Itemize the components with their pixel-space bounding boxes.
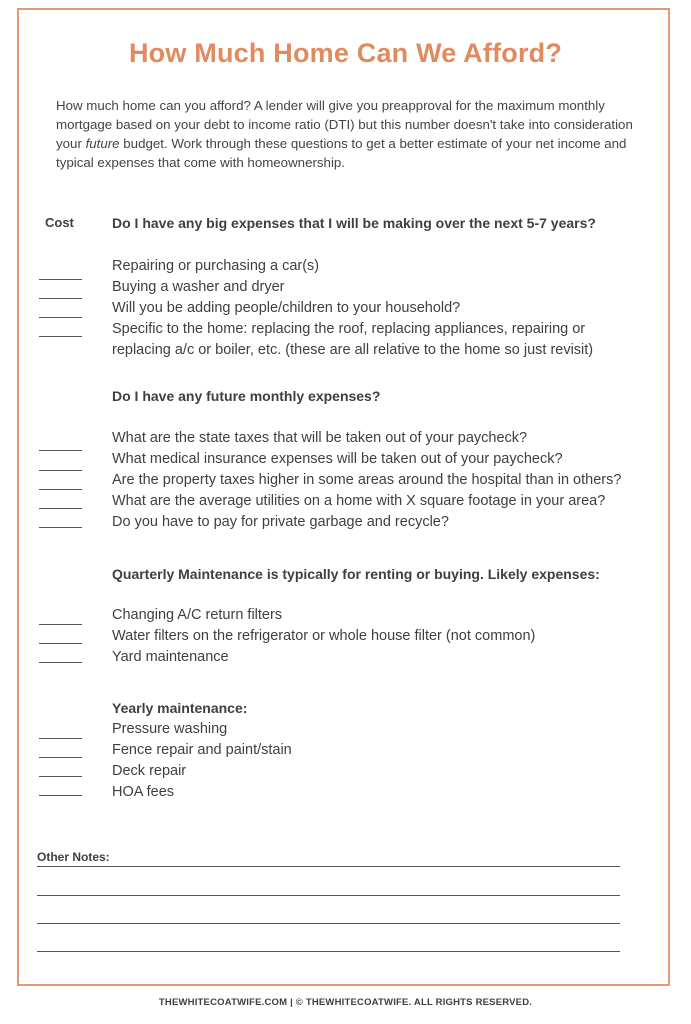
checklist-item: HOA fees [112, 784, 175, 800]
checklist-item: What medical insurance expenses will be taken out of your paycheck? [112, 451, 563, 467]
cost-blank[interactable] [39, 489, 82, 490]
cost-blank[interactable] [39, 279, 82, 280]
cost-blank[interactable] [39, 776, 82, 777]
page-title: How Much Home Can We Afford? [128, 38, 563, 68]
other-notes-label: Other Notes: [37, 850, 110, 864]
checklist-item: Do you have to pay for private garbage and recycle? [112, 514, 449, 530]
intro-italic: future [85, 136, 120, 151]
checklist-item: Fence repair and paint/stain [112, 742, 292, 758]
checklist-item: Pressure washing [112, 721, 228, 737]
checklist-item: Repairing or purchasing a car(s) [112, 258, 320, 274]
checklist-item: Are the property taxes higher in some areas around the hospital than in others? [112, 472, 622, 488]
cost-blank[interactable] [39, 527, 82, 528]
checklist-item: What are the state taxes that will be taken out of your paycheck? [112, 430, 528, 446]
checklist-item: Specific to the home: replacing the roof, replacing appliances, repairing or [112, 321, 586, 337]
section-heading-quarterly-maintenance: Quarterly Maintenance is typically for renting or buying. Likely expenses: [112, 566, 600, 582]
notes-line[interactable] [37, 895, 620, 896]
checklist-item: Yard maintenance [112, 649, 229, 665]
footer-copyright: THEWHITECOATWIFE.COM | © THEWHITECOATWIFE. ALL RIGHTS RESERVED. [158, 997, 533, 1008]
section-heading-monthly-expenses: Do I have any future monthly expenses? [112, 388, 381, 404]
notes-line[interactable] [37, 923, 620, 924]
notes-line[interactable] [37, 951, 620, 952]
checklist-item: Buying a washer and dryer [112, 279, 285, 295]
cost-blank[interactable] [39, 795, 82, 796]
cost-blank[interactable] [39, 298, 82, 299]
cost-blank[interactable] [39, 643, 82, 644]
cost-blank[interactable] [39, 662, 82, 663]
cost-blank[interactable] [39, 336, 82, 337]
checklist-item: Deck repair [112, 763, 187, 779]
intro-text-2: budget. Work through these questions to get a better estimate of your net income and typical expenses that come with homeownership. [56, 136, 627, 170]
section-heading-big-expenses: Do I have any big expenses that I will be making over the next 5-7 years? [112, 215, 596, 231]
cost-blank[interactable] [39, 317, 82, 318]
intro-paragraph [56, 96, 646, 172]
notes-line[interactable] [37, 866, 620, 867]
section-heading-yearly-maintenance: Yearly maintenance: [112, 700, 248, 716]
checklist-item: Will you be adding people/children to your household? [112, 300, 461, 316]
checklist-item: Changing A/C return filters [112, 607, 283, 623]
checklist-item: Water filters on the refrigerator or whole house filter (not common) [112, 628, 536, 644]
cost-blank[interactable] [39, 470, 82, 471]
cost-blank[interactable] [39, 508, 82, 509]
cost-blank[interactable] [39, 738, 82, 739]
cost-blank[interactable] [39, 624, 82, 625]
checklist-item-continued: replacing a/c or boiler, etc. (these are all relative to the home so just revisit) [112, 342, 594, 358]
cost-blank[interactable] [39, 450, 82, 451]
cost-blank[interactable] [39, 757, 82, 758]
intro-text-1: How much home can you afford? A lender will give you preapproval for the maximum monthly mortgage based on your debt to income ratio (DTI) but this number doesn't take into consideration your [56, 98, 633, 151]
checklist-item: What are the average utilities on a home with X square footage in your area? [112, 493, 606, 509]
cost-column-label: Cost [45, 215, 74, 230]
